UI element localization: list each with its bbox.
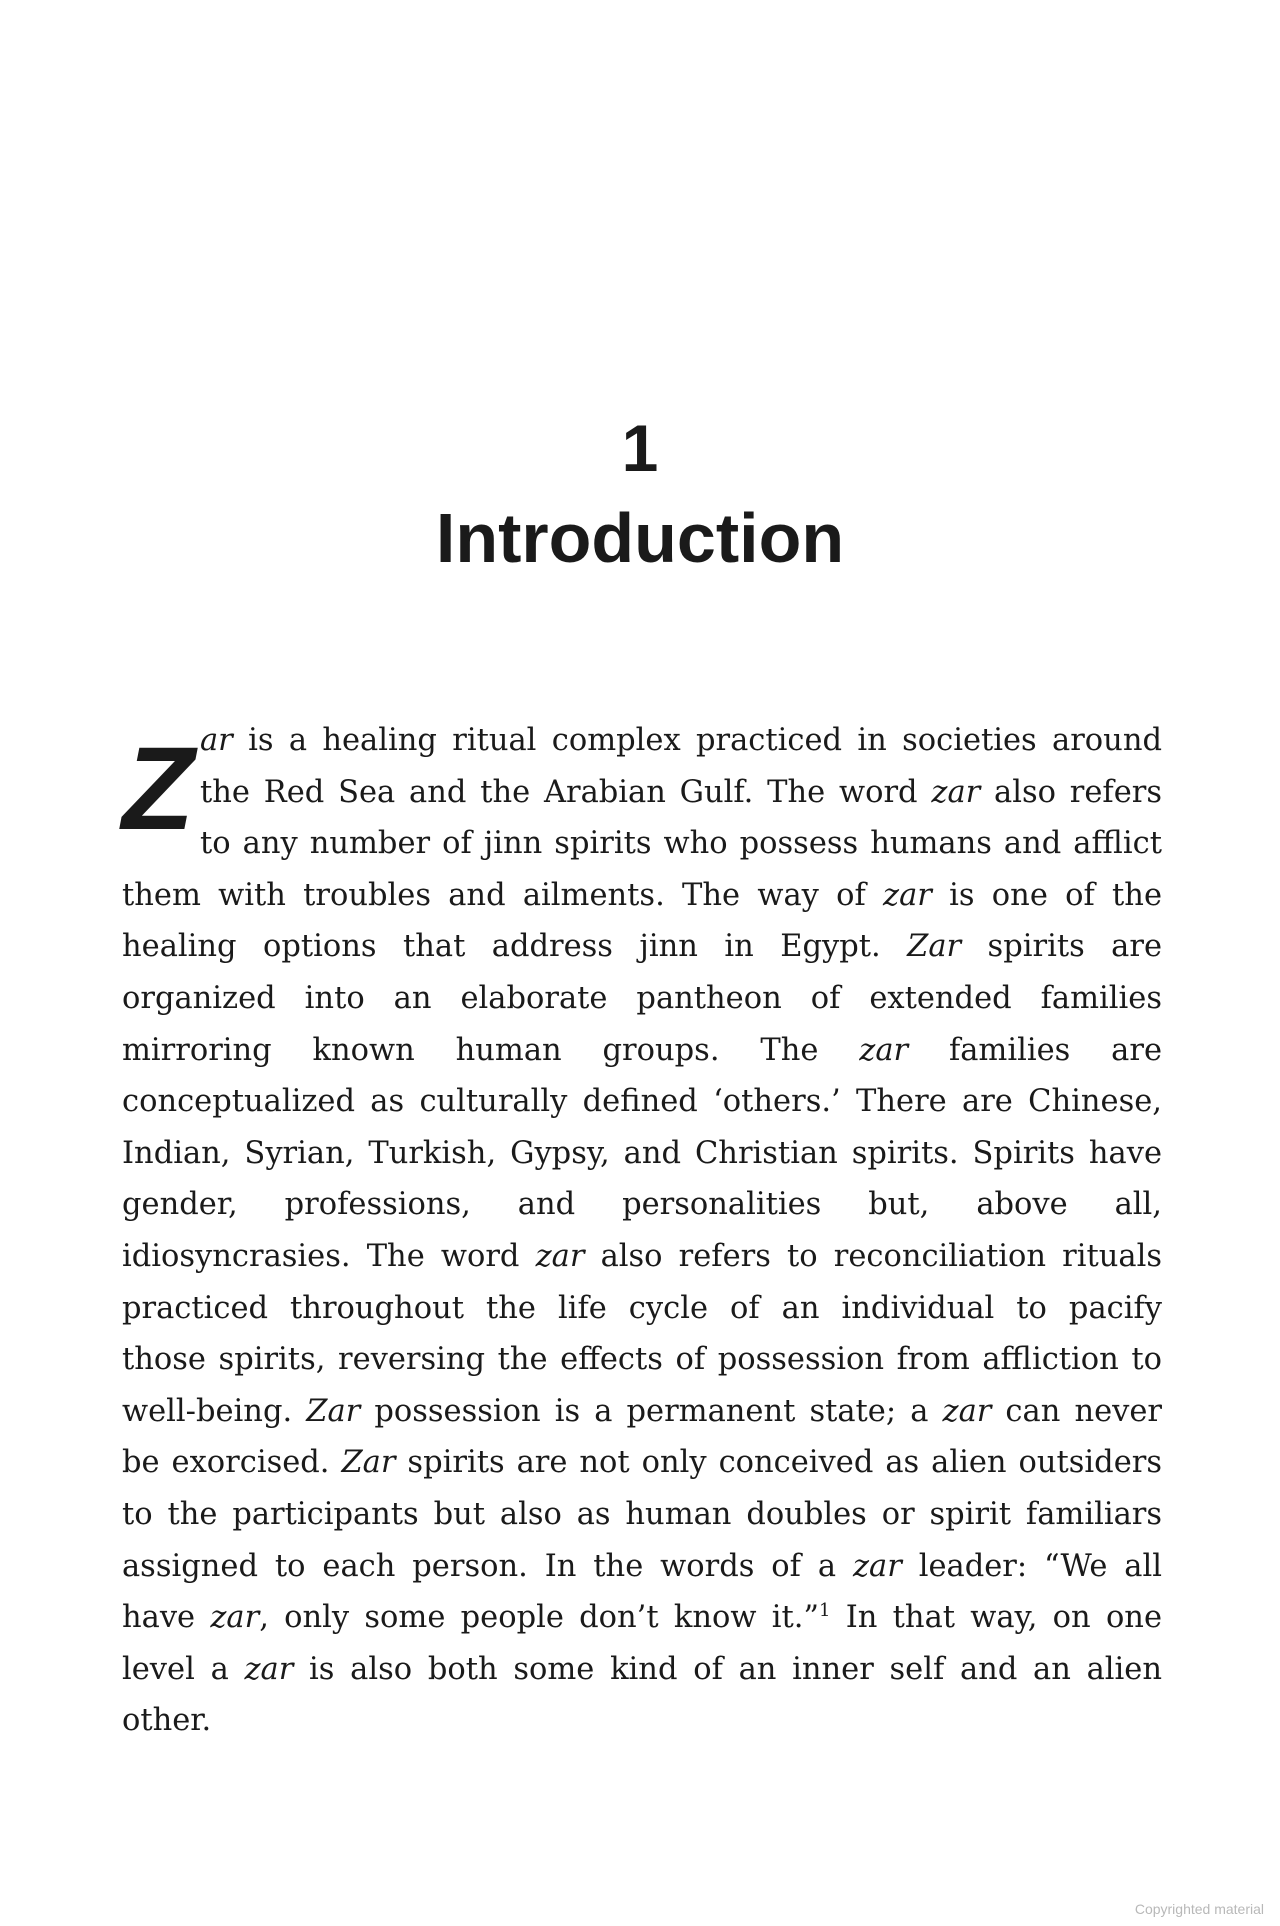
text-line bbox=[122, 1489, 1162, 1541]
text-segment: them with troubles and ailments. The way of bbox=[122, 877, 884, 913]
italic-term: zar bbox=[852, 1548, 902, 1584]
text-segment: , only some people don’t know it.” bbox=[259, 1600, 820, 1636]
text-line bbox=[122, 1231, 1162, 1283]
text-segment: families are bbox=[908, 1032, 1162, 1068]
text-line bbox=[122, 1437, 1162, 1489]
italic-term: zar bbox=[210, 1600, 260, 1636]
text-line bbox=[122, 1128, 1162, 1180]
text-segment: In that way, on one bbox=[830, 1600, 1162, 1636]
italic-term: Zar bbox=[907, 929, 962, 965]
italic-term: zar bbox=[244, 1651, 294, 1687]
text-line bbox=[122, 1334, 1162, 1386]
text-line bbox=[122, 1283, 1162, 1335]
italic-term: ar bbox=[200, 723, 233, 758]
text-line bbox=[122, 1541, 1162, 1593]
text-segment: the Red Sea and the Arabian Gulf. The word bbox=[200, 774, 932, 810]
text-segment: practiced throughout the life cycle of an individual to pacify bbox=[122, 1290, 1162, 1326]
text-segment: idiosyncrasies. The word bbox=[122, 1238, 536, 1274]
text-segment: other. bbox=[122, 1703, 212, 1739]
text-segment: gender, professions, and personalities but, above all, bbox=[122, 1187, 1162, 1223]
text-segment: to the participants but also as human doubles or spirit familiars bbox=[122, 1496, 1162, 1532]
text-segment: Indian, Syrian, Turkish, Gypsy, and Christian spirits. Spirits have bbox=[122, 1135, 1162, 1171]
text-line bbox=[122, 767, 1162, 819]
text-segment: is a healing ritual complex practiced in societies around bbox=[232, 723, 1162, 758]
text-segment: also refers to reconciliation rituals bbox=[584, 1238, 1162, 1274]
text-segment: have bbox=[122, 1600, 211, 1636]
text-segment: spirits are not only conceived as alien outsiders bbox=[395, 1445, 1162, 1481]
text-segment: organized into an elaborate pantheon of extended families bbox=[122, 980, 1162, 1016]
text-segment: spirits are bbox=[961, 929, 1162, 965]
italic-term: zar bbox=[883, 877, 932, 913]
copyright-watermark: Copyrighted material bbox=[1134, 1901, 1264, 1917]
text-line bbox=[122, 818, 1162, 870]
text-line bbox=[122, 870, 1162, 922]
italic-term: Zar bbox=[341, 1445, 396, 1481]
text-segment: healing options that address jinn in Egypt. bbox=[122, 929, 908, 965]
text-line bbox=[122, 973, 1162, 1025]
chapter-number: 1 bbox=[621, 411, 659, 485]
text-segment: conceptualized as culturally defined ‘others.’ There are Chinese, bbox=[122, 1084, 1162, 1120]
text-segment: can never bbox=[991, 1393, 1162, 1429]
italic-term: zar bbox=[931, 774, 981, 810]
text-line bbox=[122, 1179, 1162, 1231]
drop-cap: Z bbox=[122, 723, 195, 855]
text-segment: those spirits, reversing the effects of possession from affliction to bbox=[122, 1342, 1162, 1378]
text-segment: is also both some kind of an inner self and an alien bbox=[293, 1651, 1162, 1687]
text-segment: to any number of jinn spirits who possess humans and afflict bbox=[200, 826, 1162, 862]
text-line bbox=[122, 1592, 1162, 1644]
text-line bbox=[122, 1025, 1162, 1077]
text-segment: is one of the bbox=[931, 877, 1162, 913]
text-line bbox=[122, 921, 1162, 973]
text-line bbox=[122, 1386, 1162, 1438]
chapter-title: Introduction bbox=[435, 499, 845, 577]
italic-term: zar bbox=[535, 1238, 585, 1274]
italic-term: Zar bbox=[306, 1393, 361, 1429]
footnote-marker: 1 bbox=[819, 1599, 831, 1621]
text-line bbox=[122, 1644, 1162, 1696]
text-segment: possession is a permanent state; a bbox=[360, 1393, 943, 1429]
italic-term: zar bbox=[942, 1393, 992, 1429]
text-line bbox=[122, 715, 1162, 767]
text-line bbox=[122, 1076, 1162, 1128]
body-paragraph bbox=[122, 715, 1162, 1747]
text-segment: level a bbox=[122, 1651, 245, 1687]
text-segment: also refers bbox=[980, 774, 1162, 810]
text-segment: assigned to each person. In the words of a bbox=[122, 1548, 853, 1584]
text-segment: be exorcised. bbox=[122, 1445, 342, 1481]
text-segment: well-being. bbox=[122, 1393, 307, 1429]
text-segment: mirroring known human groups. The bbox=[122, 1032, 860, 1068]
italic-term: zar bbox=[859, 1032, 909, 1068]
text-line bbox=[122, 1695, 1162, 1747]
text-segment: leader: “We all bbox=[901, 1548, 1162, 1584]
